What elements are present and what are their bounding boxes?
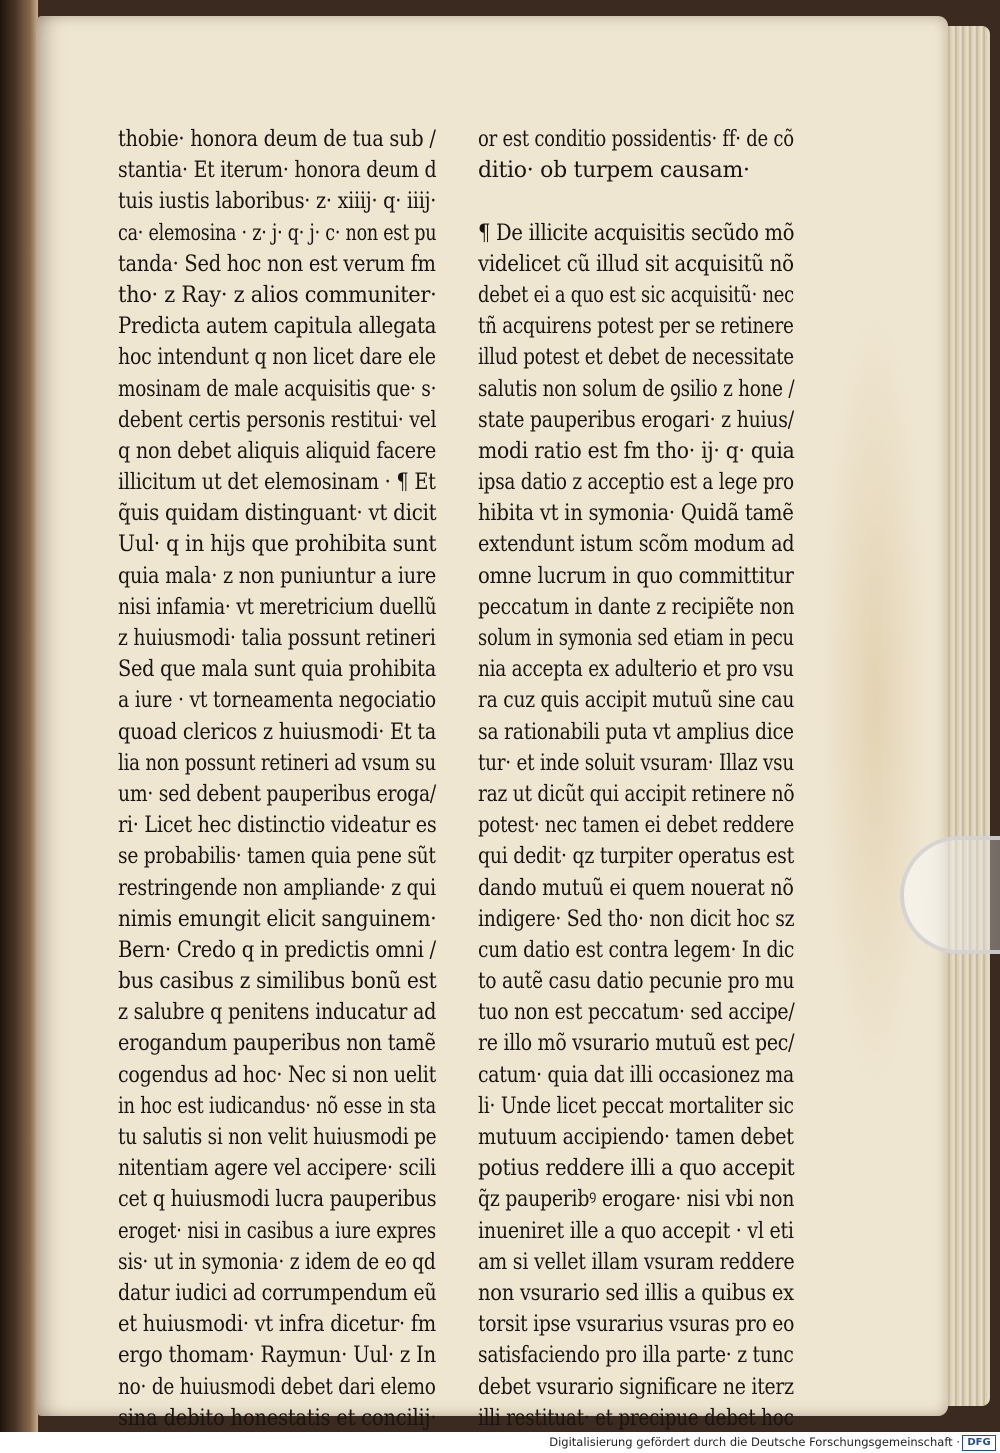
text-line: restringende non ampliande· z qui — [118, 875, 436, 901]
text-line: ipsa datio z acceptio est a lege pro — [478, 470, 794, 496]
text-line: lia non possunt retineri ad vsum su — [118, 750, 436, 776]
text-line: quoad clericos z huiusmodi· Et ta — [118, 719, 437, 745]
text-line: qui dedit· qz turpiter operatus est — [478, 844, 794, 870]
text-line: videlicet cũ illud sit acquisitũ nõ — [478, 251, 794, 277]
text-line: indigere· Sed tho· non dicit hoc sz — [478, 906, 795, 932]
text-line: ra cuz quis accipit mutuũ sine cau — [478, 688, 795, 714]
text-line: Bern· Credo q in predictis omni / — [118, 937, 436, 963]
text-line: tur· et inde soluit vsuram· Illaz vsu — [478, 750, 794, 776]
text-column-left — [118, 124, 517, 1432]
text-line: tuis iustis laboribus· z· xiiij· q· iiij· — [118, 189, 437, 215]
text-line: se probabilis· tamen quia pene sũt — [118, 844, 436, 870]
text-line: thobie· honora deum de tua sub / — [118, 127, 436, 152]
book-spine-edge — [0, 0, 38, 1432]
text-line: mutuum accipiendo· tamen debet — [478, 1125, 794, 1150]
text-line: sa rationabili puta vt amplius dice — [478, 719, 794, 745]
text-line: state pauperibus erogari· z huius/ — [478, 407, 794, 433]
text-line: a iure · vt torneamenta negociatio — [118, 688, 436, 714]
text-line: nia accepta ex adulterio et pro vsu — [478, 657, 794, 683]
text-line: debet ei a quo est sic acquisitũ· nec — [478, 282, 794, 308]
footer-bar — [0, 1432, 1000, 1453]
text-line: cogendus ad hoc· Nec si non uelit — [118, 1062, 436, 1088]
text-line: tanda· Sed hoc non est verum fm — [118, 251, 436, 277]
text-line: satisfaciendo pro illa parte· z tunc — [478, 1343, 794, 1369]
text-line: tuo non est peccatum· sed accipe/ — [478, 1000, 795, 1026]
text-line: bus casibus z similibus bonũ est — [118, 969, 437, 995]
text-column-right — [478, 124, 866, 1432]
text-line: re illo mõ vsurario mutuũ est pec/ — [478, 1031, 795, 1057]
text-line: illi restituat· et precipue debet hoc — [478, 1405, 794, 1431]
text-line: torsit ipse vsurarius vsuras pro eo — [478, 1312, 795, 1338]
text-line: salutis non solum de ꝯsilio z hone / — [478, 376, 795, 402]
text-line: hoc intendunt q non licet dare ele — [118, 345, 436, 371]
text-line: erogandum pauperibus non tamẽ — [118, 1031, 436, 1057]
text-line: in hoc est iudicandus· nõ esse in sta — [118, 1093, 436, 1119]
text-line: modi ratio est fm tho· ij· q· quia — [478, 438, 795, 464]
text-line: z salubre q penitens inducatur ad — [118, 1000, 437, 1026]
text-line: non vsurario sed illis a quibus ex — [478, 1280, 794, 1306]
text-line: tu salutis si non velit huiusmodi pe — [118, 1125, 437, 1150]
text-line: nitentiam agere vel accipere· scili — [118, 1156, 436, 1182]
section-heading-line: ¶ De illicite acquisitis secũdo mõ — [478, 220, 795, 246]
text-line: extendunt istum scõm modum ad — [478, 532, 795, 558]
text-line: et huiusmodi· vt infra dicetur· fm — [118, 1312, 436, 1338]
text-line: am si vellet illam vsuram reddere — [478, 1249, 795, 1275]
text-line: ca· elemosina · z· j· q· j· c· non est pu — [118, 220, 437, 246]
text-line: ri· Licet hec distinctio videatur es — [118, 813, 437, 839]
text-line: debent certis personis restitui· vel — [118, 407, 437, 433]
text-line: no· de huiusmodi debet dari elemo — [118, 1374, 436, 1400]
text-line: hibita vt in symonia· Quidã tamẽ — [478, 501, 794, 527]
text-line: datur iudici ad corrumpendum eũ — [118, 1280, 437, 1306]
text-line: quia mala· z non puniuntur a iure — [118, 563, 436, 589]
text-line: nisi infamia· vt meretricium duellũ — [118, 594, 437, 620]
dfg-logo-icon: DFG — [962, 1435, 996, 1451]
text-line: solum in symonia sed etiam in pecu — [478, 626, 794, 651]
text-line: li· Unde licet peccat mortaliter sic — [478, 1093, 794, 1119]
text-line: sis· ut in symonia· z idem de eo qd — [118, 1249, 436, 1275]
text-line: eroget· nisi in casibus a iure expres — [118, 1218, 436, 1244]
text-line — [478, 186, 866, 217]
text-line: mosinam de male acquisitis que· s· — [118, 376, 437, 402]
text-line: raz ut dicũt qui accipit retinere nõ — [478, 781, 795, 807]
text-line: um· sed debent pauperibus eroga/ — [118, 781, 436, 807]
text-line: Sed que mala sunt quia prohibita — [118, 657, 436, 683]
text-line: q̃uis quidam distinguant· vt dicit — [118, 501, 437, 527]
text-line: tho· z Ray· z alios communiter· — [118, 282, 437, 308]
text-line: potius reddere illi a quo accepit — [478, 1156, 795, 1182]
text-line: z huiusmodi· talia possunt retineri — [118, 626, 436, 651]
text-line: q̃z pauperibꝰ erogare· nisi vbi non — [478, 1187, 795, 1213]
text-line: peccatum in dante z recipiẽte non — [478, 594, 795, 620]
text-line: illicitum ut det elemosinam · ¶ Et — [118, 470, 436, 496]
text-line: nimis emungit elicit sanguinem· — [118, 906, 437, 932]
text-line: Uul· q in hijs que prohibita sunt — [118, 532, 437, 558]
text-line: tñ acquirens potest per se retinere — [478, 314, 794, 340]
text-line: Predicta autem capitula allegata — [118, 314, 437, 340]
text-line: illud potest et debet de necessitate — [478, 345, 794, 371]
text-line: or est conditio possidentis· ff· de cõ — [478, 127, 794, 152]
digitization-credit: Digitalisierung gefördert durch die Deutsche Forschungsgemeinschaft · — [549, 1435, 960, 1449]
text-line: cum datio est contra legem· In dic — [478, 937, 795, 963]
text-line: q non debet aliquis aliquid facere — [118, 438, 436, 464]
text-line: inueniret ille a quo accepit · vl eti — [478, 1218, 794, 1244]
text-line: stantia· Et iterum· honora deum d — [118, 158, 437, 184]
text-line: ditio· ob turpem causam· — [478, 158, 750, 184]
text-line: catum· quia dat illi occasionez ma — [478, 1062, 794, 1088]
text-line: to autẽ casu datio pecunie pro mu — [478, 969, 795, 995]
text-line: omne lucrum in quo committitur — [478, 563, 794, 589]
text-line: potest· nec tamen ei debet reddere — [478, 813, 794, 839]
text-line: cet q huiusmodi lucra pauperibus — [118, 1187, 437, 1213]
text-line: ergo thomam· Raymun· Uul· z In — [118, 1343, 436, 1369]
text-line: debet vsurario significare ne iterz — [478, 1374, 794, 1400]
text-line: dando mutuũ ei quem nouerat nõ — [478, 875, 794, 901]
text-line: sina debito honestatis et concilij· — [118, 1405, 437, 1431]
